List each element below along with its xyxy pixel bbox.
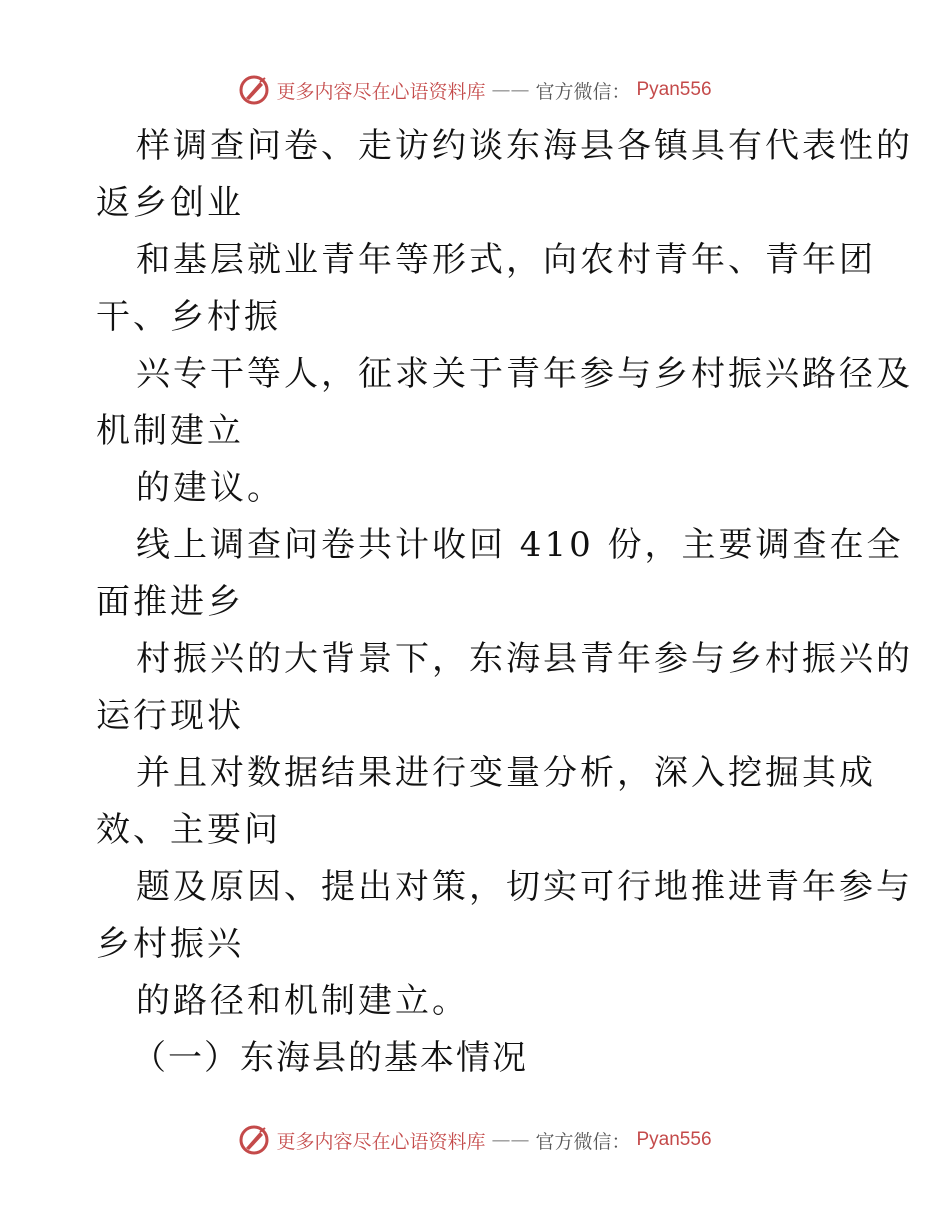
document-body [96,118,913,1087]
paragraph-line: 机制建立 [96,411,244,451]
paragraph-line: 样调查问卷、走访约谈东海县各镇具有代表性的 [136,126,913,166]
watermark-separator: —— [491,1129,530,1151]
paragraph-line: 乡村振兴 [96,924,244,964]
section-heading: （一）东海县的基本情况 [132,1038,528,1078]
paragraph-line: 题及原因、提出对策，切实可行地推进青年参与 [136,867,913,907]
watermark-brand-text: 更多内容尽在心语资料库 [276,80,486,103]
watermark-wechat-label: 官方微信： [535,1130,631,1153]
watermark-banner-bottom [0,1120,950,1160]
watermark-account: Pyan556 [636,1129,712,1150]
watermark-banner-top [0,70,950,110]
paragraph-line: 面推进乡 [96,582,244,622]
paragraph-line: 效、主要问 [96,810,281,850]
quill-seal-icon [238,1124,270,1156]
paragraph-line: 村振兴的大背景下，东海县青年参与乡村振兴的 [136,639,913,679]
watermark-separator: —— [491,79,530,101]
paragraph-line: 返乡创业 [96,183,244,223]
paragraph-line: 的建议。 [136,468,284,508]
paragraph-line: 线上调查问卷共计收回 410 份，主要调查在全 [136,525,904,565]
quill-seal-icon [238,74,270,106]
paragraph-line: 运行现状 [96,696,244,736]
paragraph-line: 干、乡村振 [96,297,281,337]
paragraph-line: 的路径和机制建立。 [136,981,469,1021]
watermark-account: Pyan556 [636,79,712,100]
paragraph-line: 兴专干等人，征求关于青年参与乡村振兴路径及 [136,354,913,394]
watermark-brand-text: 更多内容尽在心语资料库 [276,1130,486,1153]
paragraph-line: 并且对数据结果进行变量分析，深入挖掘其成 [136,753,876,793]
watermark-wechat-label: 官方微信： [535,80,631,103]
paragraph-line: 和基层就业青年等形式，向农村青年、青年团 [136,240,876,280]
